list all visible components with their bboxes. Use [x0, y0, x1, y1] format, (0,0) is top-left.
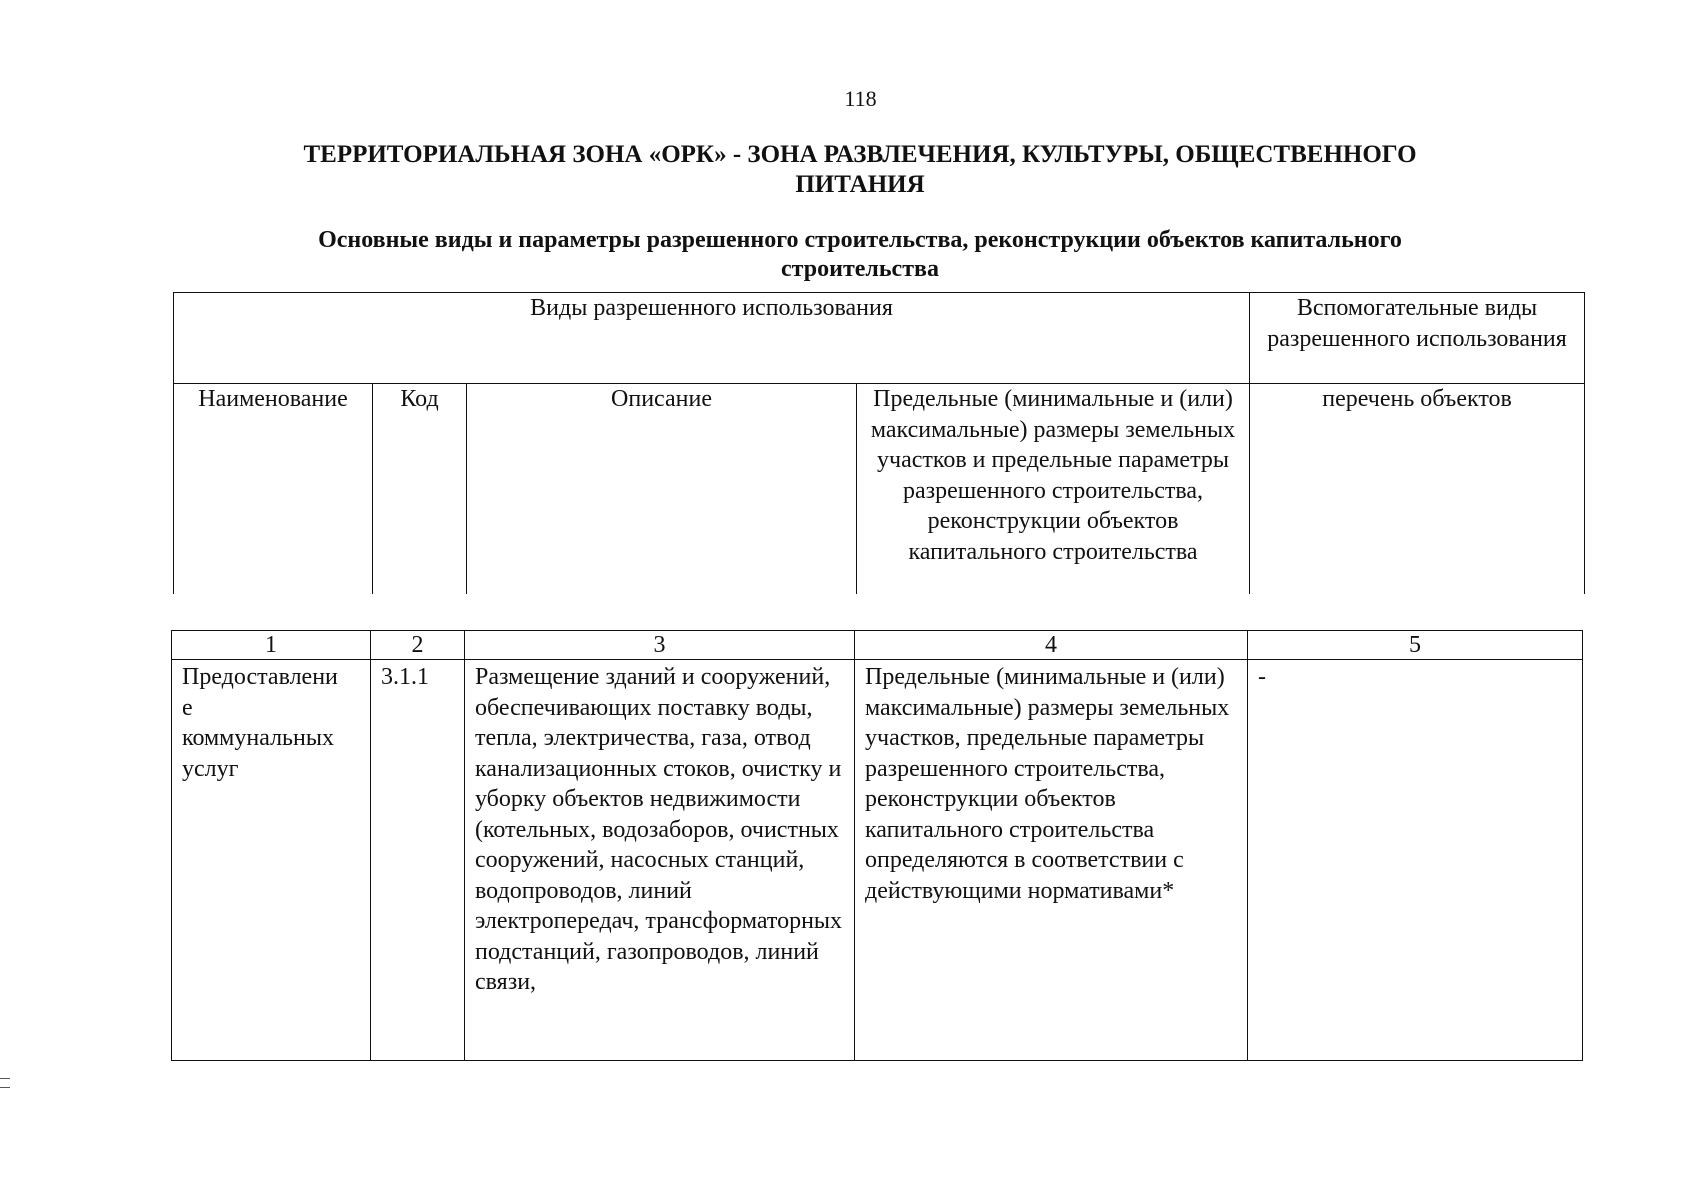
use-description-cell: Размещение зданий и сооружений, обеспечивающих поставку воды, тепла, электричества, газа, отвод канализационных стоков, очистку и уборку объектов недвижимости (котельных, водозаборов, очистных сооружений, насосных станций, водопроводов, линий электропередач, трансформаторных подстанций, газопроводов, линий связи, — [465, 660, 855, 1061]
column-number: 1 — [172, 631, 371, 660]
body-table — [171, 630, 1583, 1061]
limits-column-header: Предельные (минимальные и (или) максимальные) размеры земельных участков и предельные параметры разрешенного строительства, реконструкции объектов капитального строительства — [857, 384, 1250, 595]
table-row — [172, 660, 1583, 1061]
name-column-header: Наименование — [174, 384, 373, 595]
header-table — [173, 292, 1585, 594]
column-number: 4 — [855, 631, 1248, 660]
zone-title: ТЕРРИТОРИАЛЬНАЯ ЗОНА «ОРК» - ЗОНА РАЗВЛЕЧЕНИЯ, КУЛЬТУРЫ, ОБЩЕСТВЕННОГО ПИТАНИЯ — [303, 141, 1417, 198]
column-number: 5 — [1248, 631, 1583, 660]
section-title: Основные виды и параметры разрешенного строительства, реконструкции объектов капитального строительства — [318, 227, 1402, 282]
column-number: 2 — [371, 631, 465, 660]
auxiliary-use-header: Вспомогательные виды разрешенного использования — [1250, 293, 1585, 384]
margin-mark — [0, 1078, 10, 1088]
objects-column-header: перечень объектов — [1250, 384, 1585, 595]
aux-objects-cell: - — [1248, 660, 1583, 1061]
permitted-use-header: Виды разрешенного использования — [174, 293, 1250, 384]
column-number: 3 — [465, 631, 855, 660]
page-number: 118 — [844, 86, 877, 111]
use-limits-cell: Предельные (минимальные и (или) максимальные) размеры земельных участков, предельные параметры разрешенного строительства, реконструкции объектов капитального строительства определяются в соответствии с действующими нормативами* — [855, 660, 1248, 1061]
column-number-row — [172, 631, 1583, 660]
code-column-header: Код — [373, 384, 467, 595]
use-code-cell: 3.1.1 — [371, 660, 465, 1061]
description-column-header: Описание — [467, 384, 857, 595]
use-name-cell: Предоставлени е коммунальных услуг — [172, 660, 371, 1061]
